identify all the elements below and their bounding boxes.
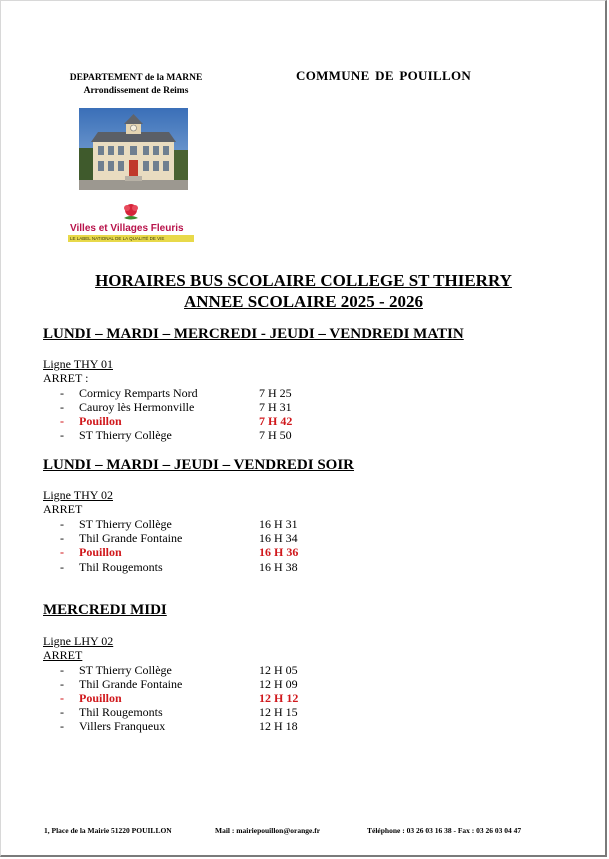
row-dash: - (60, 705, 64, 719)
schedule-row (60, 400, 360, 414)
row-dash: - (60, 386, 64, 400)
document-title: HORAIRES BUS SCOLAIRE COLLEGE ST THIERRY (95, 271, 512, 290)
stop-name: Thil Grande Fontaine (79, 677, 183, 691)
row-dash: - (60, 719, 64, 733)
town-hall-photo (79, 108, 188, 190)
department-name: DEPARTEMENT de la MARNE (69, 73, 203, 83)
stop-name: Thil Rougemonts (79, 705, 163, 719)
arret-label-midday: ARRET (43, 648, 83, 662)
footer-phone: Téléphone : 03 26 03 16 38 - Fax : 03 26 03 04 47 (367, 826, 522, 835)
stop-name: Cauroy lès Hermonville (79, 400, 195, 414)
schedule-row (60, 531, 360, 545)
stop-time: 16 H 36 (259, 545, 299, 559)
section-heading-morning: LUNDI – MARDI – MERCREDI - JEUDI – VENDREDI MATIN (43, 326, 464, 342)
row-dash: - (60, 400, 64, 414)
department-block (44, 72, 228, 98)
row-dash: - (60, 663, 64, 677)
section-heading-evening: LUNDI – MARDI – JEUDI – VENDREDI SOIR (43, 457, 355, 473)
schedule-row-highlight (60, 414, 360, 428)
town-hall-image (79, 108, 188, 190)
arret-label-morning: ARRET : (43, 371, 89, 385)
schedule-row-highlight (60, 691, 360, 705)
stop-name: ST Thierry Collège (79, 428, 172, 442)
stop-name: Pouillon (79, 545, 122, 559)
stop-time: 7 H 42 (259, 414, 293, 428)
schedule-row (60, 677, 360, 691)
line-label-morning: Ligne THY 01 (43, 357, 113, 371)
stop-name: ST Thierry Collège (79, 517, 172, 531)
stop-name: Pouillon (79, 691, 122, 705)
villes-fleuris-logo (66, 202, 196, 244)
row-dash: - (60, 414, 64, 428)
schedule-row (60, 560, 360, 574)
stop-name: Thil Grande Fontaine (79, 531, 183, 545)
row-dash: - (60, 531, 64, 545)
line-label-midday: Ligne LHY 02 (43, 634, 114, 648)
schedule-row (60, 705, 360, 719)
villes-fleuris-name: Villes et Villages Fleuris (70, 223, 184, 234)
stop-time: 12 H 15 (259, 705, 298, 719)
stop-name: Thil Rougemonts (79, 560, 163, 574)
stop-time: 12 H 12 (259, 691, 299, 705)
stop-time: 16 H 31 (259, 517, 298, 531)
row-dash: - (60, 517, 64, 531)
row-dash: - (60, 677, 64, 691)
schedule-row (60, 428, 360, 442)
stop-time: 12 H 05 (259, 663, 298, 677)
stop-name: ST Thierry Collège (79, 663, 172, 677)
row-dash: - (60, 691, 64, 705)
schedule-row (60, 663, 360, 677)
stop-time: 7 H 25 (259, 386, 292, 400)
flower-icon (120, 202, 142, 224)
line-label-evening: Ligne THY 02 (43, 488, 113, 502)
stop-time: 12 H 09 (259, 677, 298, 691)
section-heading-midday: MERCREDI MIDI (43, 602, 167, 618)
villes-fleuris-tagline: LE LABEL NATIONAL DE LA QUALITÉ DE VIE (70, 236, 165, 241)
arrondissement-name: Arrondissement de Reims (83, 86, 189, 96)
stop-time: 7 H 50 (259, 428, 292, 442)
row-dash: - (60, 428, 64, 442)
schedule-row (60, 386, 360, 400)
schedule-row-highlight (60, 545, 360, 559)
stop-time: 16 H 34 (259, 531, 298, 545)
footer-mail: Mail : mairiepouillon@orange.fr (215, 826, 321, 835)
schedule-row (60, 719, 360, 733)
stop-name: Cormicy Remparts Nord (79, 386, 198, 400)
row-dash: - (60, 545, 64, 559)
arret-label-evening: ARRET (43, 502, 83, 516)
stop-time: 7 H 31 (259, 400, 292, 414)
stop-name: Villers Franqueux (79, 719, 166, 733)
stop-time: 12 H 18 (259, 719, 298, 733)
document-subtitle: ANNEE SCOLAIRE 2025 - 2026 (184, 292, 423, 311)
schedule-row (60, 517, 360, 531)
stop-time: 16 H 38 (259, 560, 298, 574)
commune-title: COMMUNE DE POUILLON (296, 68, 472, 83)
stop-name: Pouillon (79, 414, 122, 428)
row-dash: - (60, 560, 64, 574)
footer-address: 1, Place de la Mairie 51220 POUILLON (44, 826, 172, 835)
